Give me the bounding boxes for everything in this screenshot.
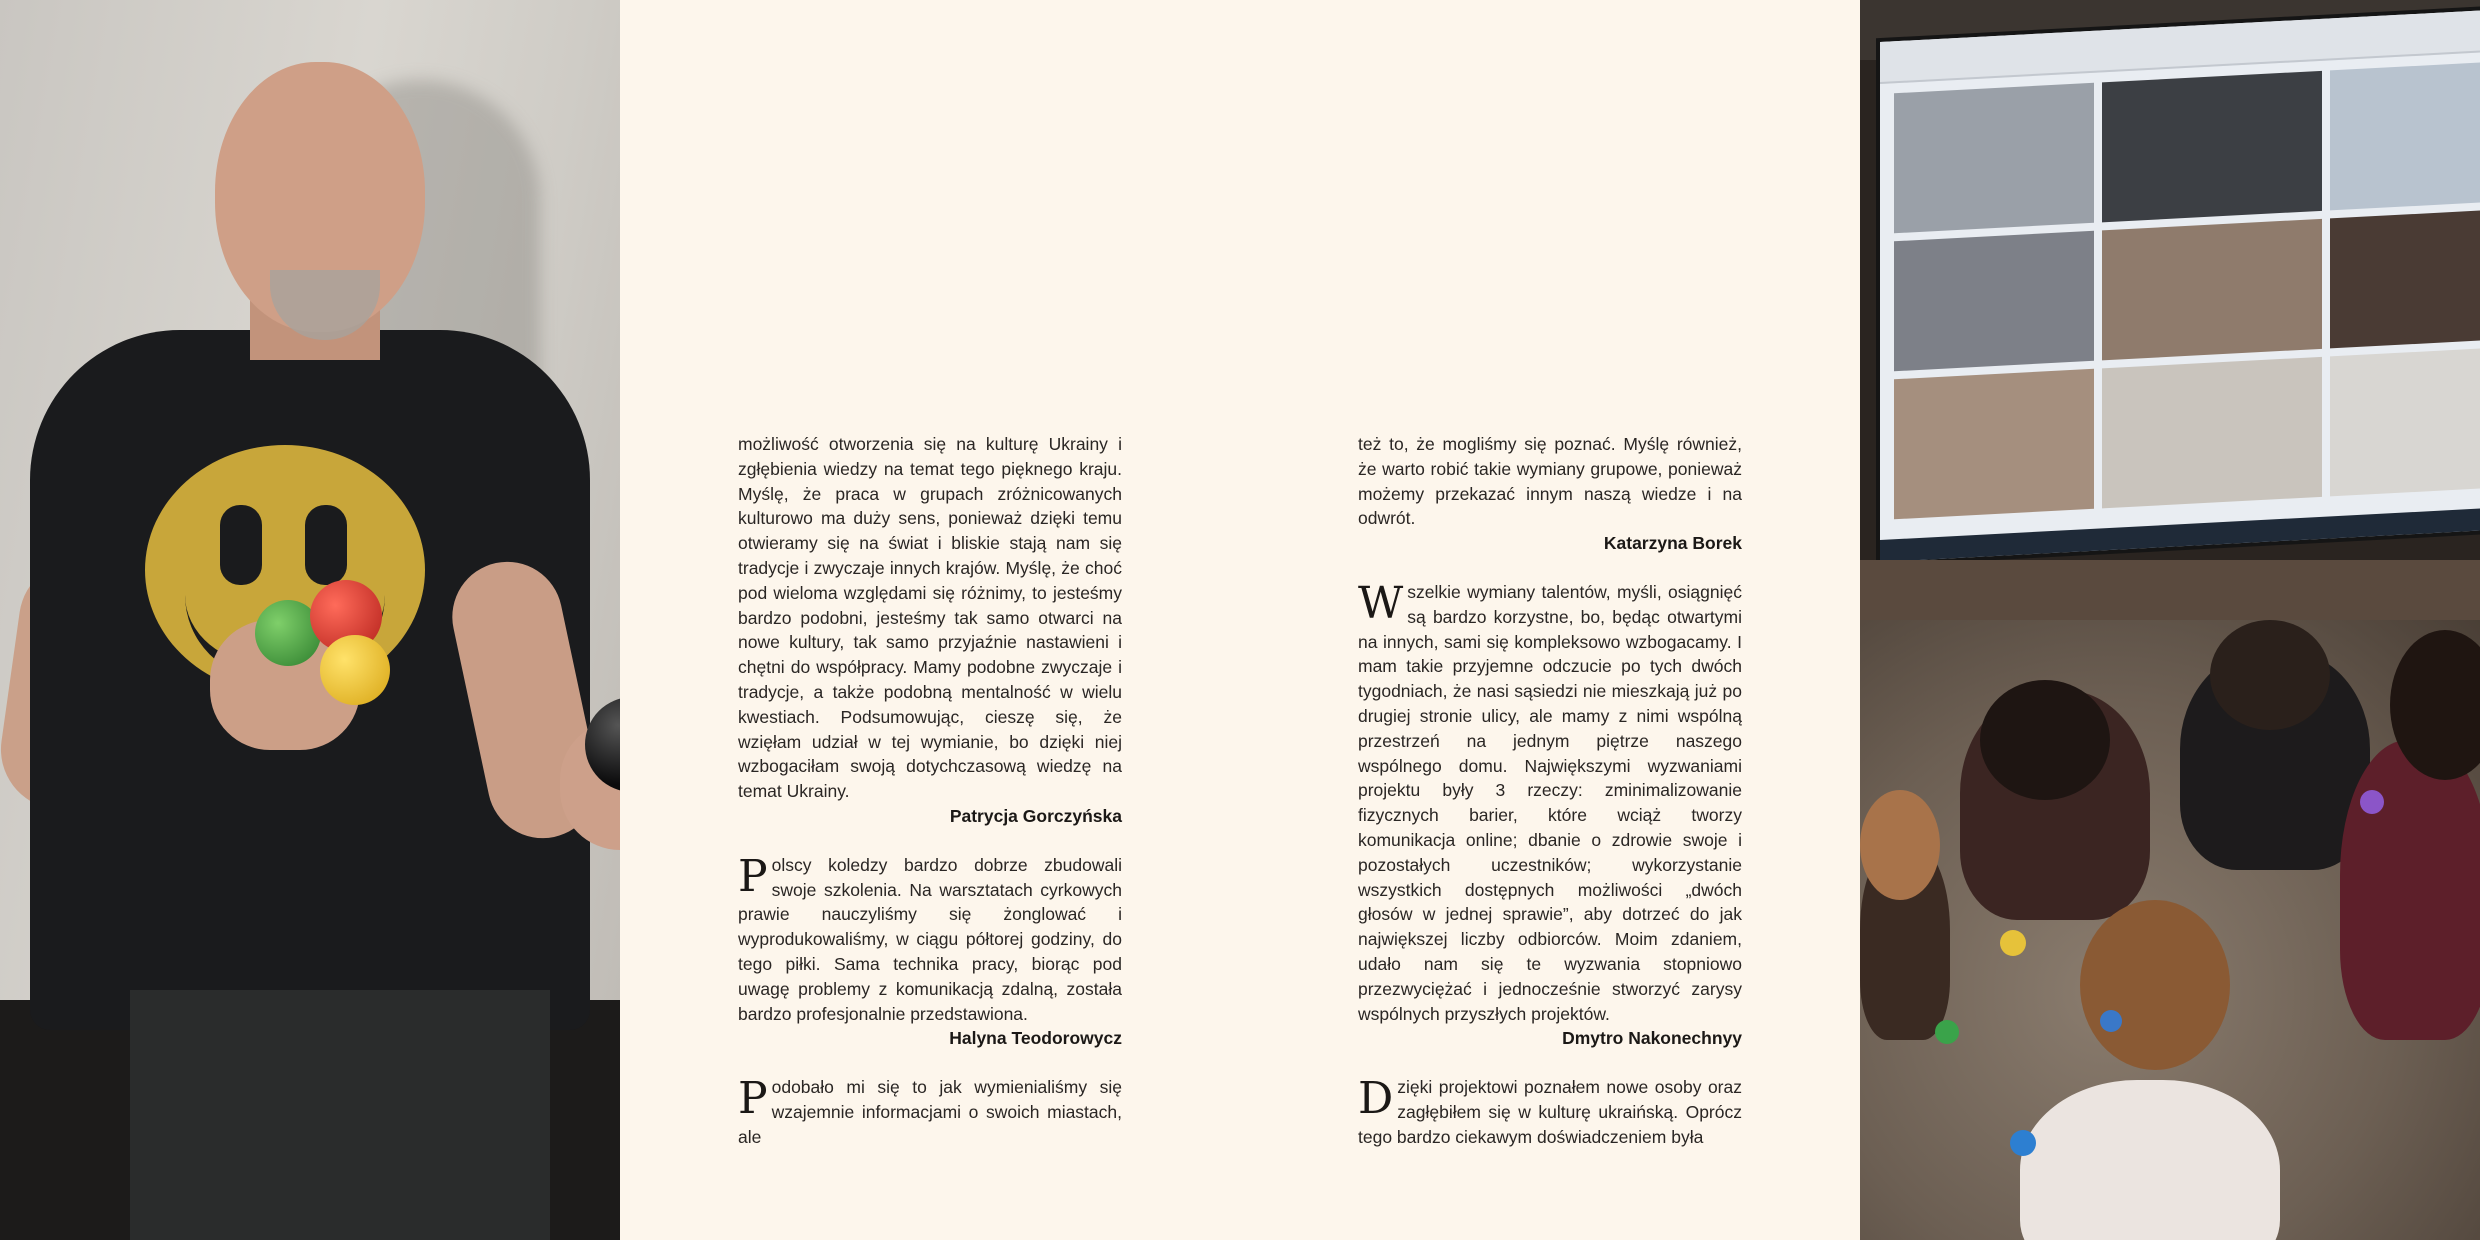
participant-hair: [2080, 900, 2230, 1070]
paragraph: też to, że mogliśmy się poznać. Myślę również, że warto robić takie wymiany grupowe, ponieważ możemy przekazać innym naszą wiedze i na odwrót.: [1358, 434, 1742, 529]
room-wall: [1860, 560, 2480, 620]
video-tile: [2102, 71, 2322, 223]
paragraph-text: szelkie wymiany talentów, myśli, osiągnięć są bardzo korzystne, bo, będąc otwartymi na innych, sami się kompleksowo wzbogacamy. I mam takie przyjemne odczucie po tych dwóch tygodniach, że nasi sąsiedzi nie mieszkają już po drugiej stronie ulicy, ale mamy z nimi wspólną przestrzeń na jednym piętrze naszego wspólnego domu. Największymi wyzwaniami projektu były 3 rzeczy: zminimalizowanie fizycznych barier, które wciąż tworzy komunikacja online; dbanie o zdrowie swoje i pozostałych uczestników; wykorzystanie wszystkich dostępnych możliwości „dwóch głosów w jednej sprawie”, aby dotrzeć do jak największej liczby odbiorców. Moim zdaniem, udało nam się te wyzwania stopniowo przezwyciężać i jednocześnie stworzyć zarysy wspólnych przyszłych projektów.: [1358, 581, 1742, 1024]
smiley-eye-left: [220, 505, 262, 585]
participant-hair: [2210, 620, 2330, 730]
trousers: [130, 990, 550, 1240]
text-column-right: [1358, 432, 1742, 1150]
paragraph: [1358, 577, 1742, 1026]
photo-workshop: [1860, 0, 2480, 1240]
video-tile: [2102, 357, 2322, 509]
drop-cap: D: [1358, 1073, 1394, 1125]
text-column-left: [738, 432, 1122, 1150]
video-tile: [1894, 231, 2094, 371]
paragraph: [738, 1075, 1122, 1149]
participant-hair: [1860, 790, 1940, 900]
video-tile: [2330, 63, 2480, 211]
drop-cap: W: [1358, 577, 1404, 629]
juggling-ball: [2000, 930, 2026, 956]
smiley-eye-right: [305, 505, 347, 585]
juggling-ball: [2100, 1010, 2122, 1032]
paragraph-text: zięki projektowi poznałem nowe osoby oraz zagłębiłem się w kulturę ukraińską. Oprócz tego bardzo ciekawym doświadczeniem była: [1358, 1077, 1742, 1147]
drop-cap: P: [738, 850, 768, 902]
video-tile: [1894, 369, 2094, 519]
taskbar: [1880, 509, 2480, 562]
author-name: Katarzyna Borek: [1603, 533, 1742, 554]
participant: [2020, 1080, 2280, 1240]
video-tile: [2330, 349, 2480, 497]
author-name: Patrycja Gorczyńska: [949, 805, 1122, 826]
video-tile: [2102, 219, 2322, 361]
participant: [2340, 740, 2480, 1040]
paragraph: [738, 850, 1122, 1027]
projection-screen: [1880, 11, 2480, 562]
video-tile: [2330, 211, 2480, 349]
paragraph-text: olscy koledzy bardzo dobrze zbudowali swoje szkolenia. Na warsztatach cyrkowych prawie nauczyliśmy się żonglować i wyprodukowaliśmy, w ciągu półtorej godziny, do tego piłki. Sama technika pracy, biorąc pod uwagę problemy z komunikacją zdalną, została bardzo profesjonalnie przedstawiona.: [738, 854, 1122, 1024]
juggling-ball: [2010, 1130, 2036, 1156]
drop-cap: P: [738, 1073, 768, 1125]
participant-hair: [1980, 680, 2110, 800]
paragraph: [1358, 1075, 1742, 1149]
paragraph: możliwość otworzenia się na kulturę Ukrainy i zgłębienia wiedzy na temat tego pięknego kraju. Myślę, że praca w grupach zróżnicowanych kulturowo ma duży sens, ponieważ dzięki temu otwieramy się na świat i bliskie stają nam się tradycje i zwyczaje innych krajów. Myślę, że choć pod wieloma względami się różnimy, to jesteśmy bardzo podobni, jesteśmy tak samo otwarci na nowe kultury, tak samo przyjaźnie nastawieni i chętni do współpracy. Mamy podobne zwyczaje i tradycje, a także podobną mentalność w wielu kwestiach. Podsumowując, cieszę się, że wzięłam udział w tej wymianie, bo dzięki niej wzbogaciłam swoją dotychczasową wiedzę na temat Ukrainy.: [738, 434, 1122, 802]
photo-juggler: [0, 0, 620, 1240]
video-tile: [1894, 83, 2094, 233]
juggling-ball: [2360, 790, 2384, 814]
juggling-ball-yellow: [320, 635, 390, 705]
juggling-ball: [1935, 1020, 1959, 1044]
author-name: Halyna Teodorowycz: [949, 1028, 1122, 1049]
paragraph-text: odobało mi się to jak wymienialiśmy się wzajemnie informacjami o swoich miastach, ale: [738, 1077, 1122, 1147]
author-name: Dmytro Nakonechnyy: [1562, 1028, 1742, 1049]
